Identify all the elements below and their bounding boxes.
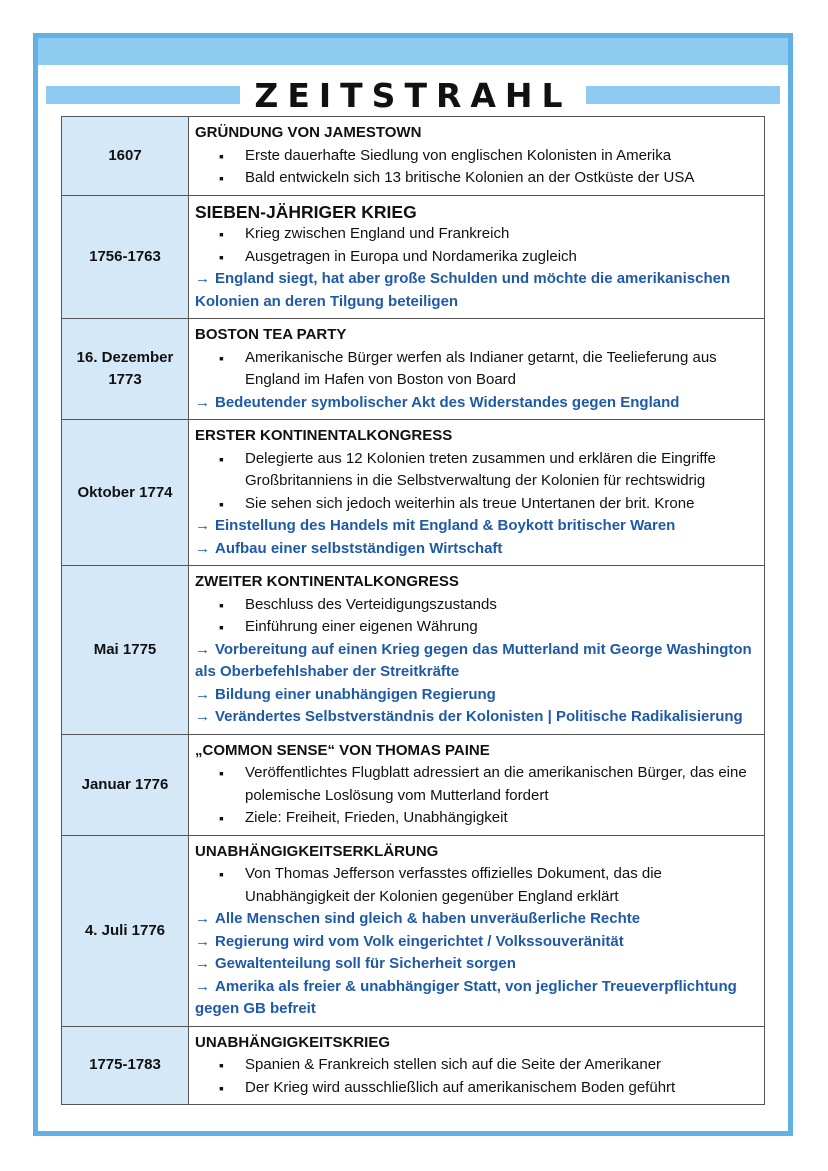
arrow-right-icon: → bbox=[195, 955, 210, 972]
event-bullet-list bbox=[195, 863, 758, 908]
event-consequence bbox=[195, 908, 758, 931]
event-bullet: ▪ Krieg zwischen England und Frankreich bbox=[195, 223, 758, 246]
arrow-right-icon: → bbox=[195, 539, 210, 557]
event-date: 16. Dezember 1773 bbox=[62, 319, 189, 420]
event-bullet-list bbox=[195, 145, 758, 190]
timeline-row bbox=[62, 1026, 765, 1105]
page-frame bbox=[33, 33, 793, 1136]
arrow-right-icon: → bbox=[195, 977, 210, 995]
timeline-table bbox=[61, 116, 765, 1105]
title-bar-right bbox=[586, 86, 780, 104]
timeline-row bbox=[62, 566, 765, 735]
event-date: Mai 1775 bbox=[62, 566, 189, 735]
event-bullet: ▪ Sie sehen sich jedoch weiterhin als treue Untertanen der brit. Krone bbox=[195, 493, 758, 516]
event-date: 4. Juli 1776 bbox=[62, 835, 189, 1026]
arrow-right-icon: → bbox=[195, 270, 210, 287]
timeline-row bbox=[62, 195, 765, 319]
arrow-right-icon: → bbox=[195, 640, 210, 658]
event-date: 1607 bbox=[62, 117, 189, 196]
timeline-row bbox=[62, 835, 765, 1026]
event-title: „COMMON SENSE“ VON THOMAS PAINE bbox=[195, 741, 490, 759]
arrow-right-icon: → bbox=[195, 393, 210, 411]
consequence-text: Vorbereitung auf einen Krieg gegen das Mutterland mit George Washington als Oberbefehlshaber der Streitkräfte bbox=[195, 640, 752, 680]
event-bullet-list bbox=[195, 594, 758, 639]
event-bullet: ▪ Ausgetragen in Europa und Nordamerika zugleich bbox=[195, 246, 758, 269]
event-bullet: ▪ Von Thomas Jefferson verfasstes offizielles Dokument, das die Unabhängigkeit der Kolonien gegenüber England erklärt bbox=[195, 863, 758, 908]
event-bullet-list bbox=[195, 762, 758, 830]
consequence-text: Amerika als freier & unabhängiger Statt, von jeglicher Treueverpflichtung gegen GB befreit bbox=[195, 977, 737, 1017]
event-bullet: ▪ Bald entwickeln sich 13 britische Kolonien an der Ostküste der USA bbox=[195, 167, 758, 190]
event-bullet: ▪ Beschluss des Verteidigungszustands bbox=[195, 594, 758, 617]
event-content bbox=[189, 117, 765, 196]
event-consequence bbox=[195, 931, 758, 954]
arrow-right-icon: → bbox=[195, 932, 210, 950]
arrow-right-icon: → bbox=[195, 708, 210, 725]
event-bullet: ▪ Erste dauerhafte Siedlung von englischen Kolonisten in Amerika bbox=[195, 145, 758, 168]
event-title: BOSTON TEA PARTY bbox=[195, 326, 347, 343]
page-title: ZEITSTRAHL bbox=[254, 76, 572, 115]
event-bullet: ▪ Spanien & Frankreich stellen sich auf die Seite der Amerikaner bbox=[195, 1054, 758, 1077]
event-title: ERSTER KONTINENTALKONGRESS bbox=[195, 427, 453, 444]
event-bullet: ▪ Ziele: Freiheit, Frieden, Unabhängigkeit bbox=[195, 807, 758, 830]
event-consequence bbox=[195, 538, 758, 561]
arrow-right-icon: → bbox=[195, 685, 210, 703]
event-content bbox=[189, 195, 765, 319]
consequence-text: Bildung einer unabhängigen Regierung bbox=[215, 685, 496, 703]
event-bullet-list bbox=[195, 448, 758, 516]
arrow-right-icon: → bbox=[195, 910, 210, 927]
event-bullet-list bbox=[195, 347, 758, 392]
event-date: 1756-1763 bbox=[62, 195, 189, 319]
event-bullet: ▪ Amerikanische Bürger werfen als Indianer getarnt, die Teelieferung aus England im Hafen von Boston von Board bbox=[195, 347, 758, 392]
consequence-text: Einstellung des Handels mit England & Boykott britischer Waren bbox=[215, 517, 676, 534]
event-consequence bbox=[195, 953, 758, 976]
event-content bbox=[189, 835, 765, 1026]
timeline-row bbox=[62, 734, 765, 835]
event-content bbox=[189, 734, 765, 835]
consequence-text: Gewaltenteilung soll für Sicherheit sorgen bbox=[215, 955, 516, 972]
event-consequence bbox=[195, 268, 758, 313]
event-consequence bbox=[195, 515, 758, 538]
consequence-text: Alle Menschen sind gleich & haben unveräußerliche Rechte bbox=[215, 910, 641, 927]
event-title: UNABHÄNGIGKEITSERKLÄRUNG bbox=[195, 842, 439, 860]
top-band bbox=[38, 38, 788, 65]
event-content bbox=[189, 566, 765, 735]
event-date: 1775-1783 bbox=[62, 1026, 189, 1105]
timeline-row bbox=[62, 319, 765, 420]
event-consequence bbox=[195, 706, 758, 729]
event-bullet-list bbox=[195, 223, 758, 268]
event-title: GRÜNDUNG VON JAMESTOWN bbox=[195, 124, 422, 141]
event-content bbox=[189, 319, 765, 420]
event-bullet: ▪ Delegierte aus 12 Kolonien treten zusammen und erklären die Eingriffe Großbritanniens in die Selbstverwaltung der Kolonien für rechtswidrig bbox=[195, 448, 758, 493]
event-content bbox=[189, 420, 765, 566]
event-bullet: ▪ Einführung einer eigenen Währung bbox=[195, 616, 758, 639]
event-consequence bbox=[195, 684, 758, 707]
arrow-right-icon: → bbox=[195, 517, 210, 534]
event-title: SIEBEN-JÄHRIGER KRIEG bbox=[195, 201, 417, 222]
event-date: Januar 1776 bbox=[62, 734, 189, 835]
event-title: UNABHÄNGIGKEITSKRIEG bbox=[195, 1033, 391, 1051]
consequence-text: Verändertes Selbstverständnis der Kolonisten | Politische Radikalisierung bbox=[215, 708, 743, 725]
timeline-row bbox=[62, 420, 765, 566]
event-consequence bbox=[195, 392, 758, 415]
consequence-text: England siegt, hat aber große Schulden und möchte die amerikanischen Kolonien an deren Tilgung beteiligen bbox=[195, 270, 731, 310]
event-consequence bbox=[195, 976, 758, 1021]
event-consequence bbox=[195, 639, 758, 684]
consequence-text: Regierung wird vom Volk eingerichtet / Volkssouveränität bbox=[215, 932, 624, 950]
event-date: Oktober 1774 bbox=[62, 420, 189, 566]
event-bullet: ▪ Veröffentlichtes Flugblatt adressiert an die amerikanischen Bürger, das eine polemische Loslösung vom Mutterland fordert bbox=[195, 762, 758, 807]
event-title: ZWEITER KONTINENTALKONGRESS bbox=[195, 573, 459, 590]
consequence-text: Aufbau einer selbstständigen Wirtschaft bbox=[215, 539, 503, 557]
title-bar-left bbox=[46, 86, 240, 104]
consequence-text: Bedeutender symbolischer Akt des Widerstandes gegen England bbox=[215, 393, 680, 411]
event-bullet-list bbox=[195, 1054, 758, 1099]
title-row bbox=[38, 78, 788, 114]
event-bullet: ▪ Der Krieg wird ausschließlich auf amerikanischem Boden geführt bbox=[195, 1077, 758, 1100]
timeline-row bbox=[62, 117, 765, 196]
event-content bbox=[189, 1026, 765, 1105]
